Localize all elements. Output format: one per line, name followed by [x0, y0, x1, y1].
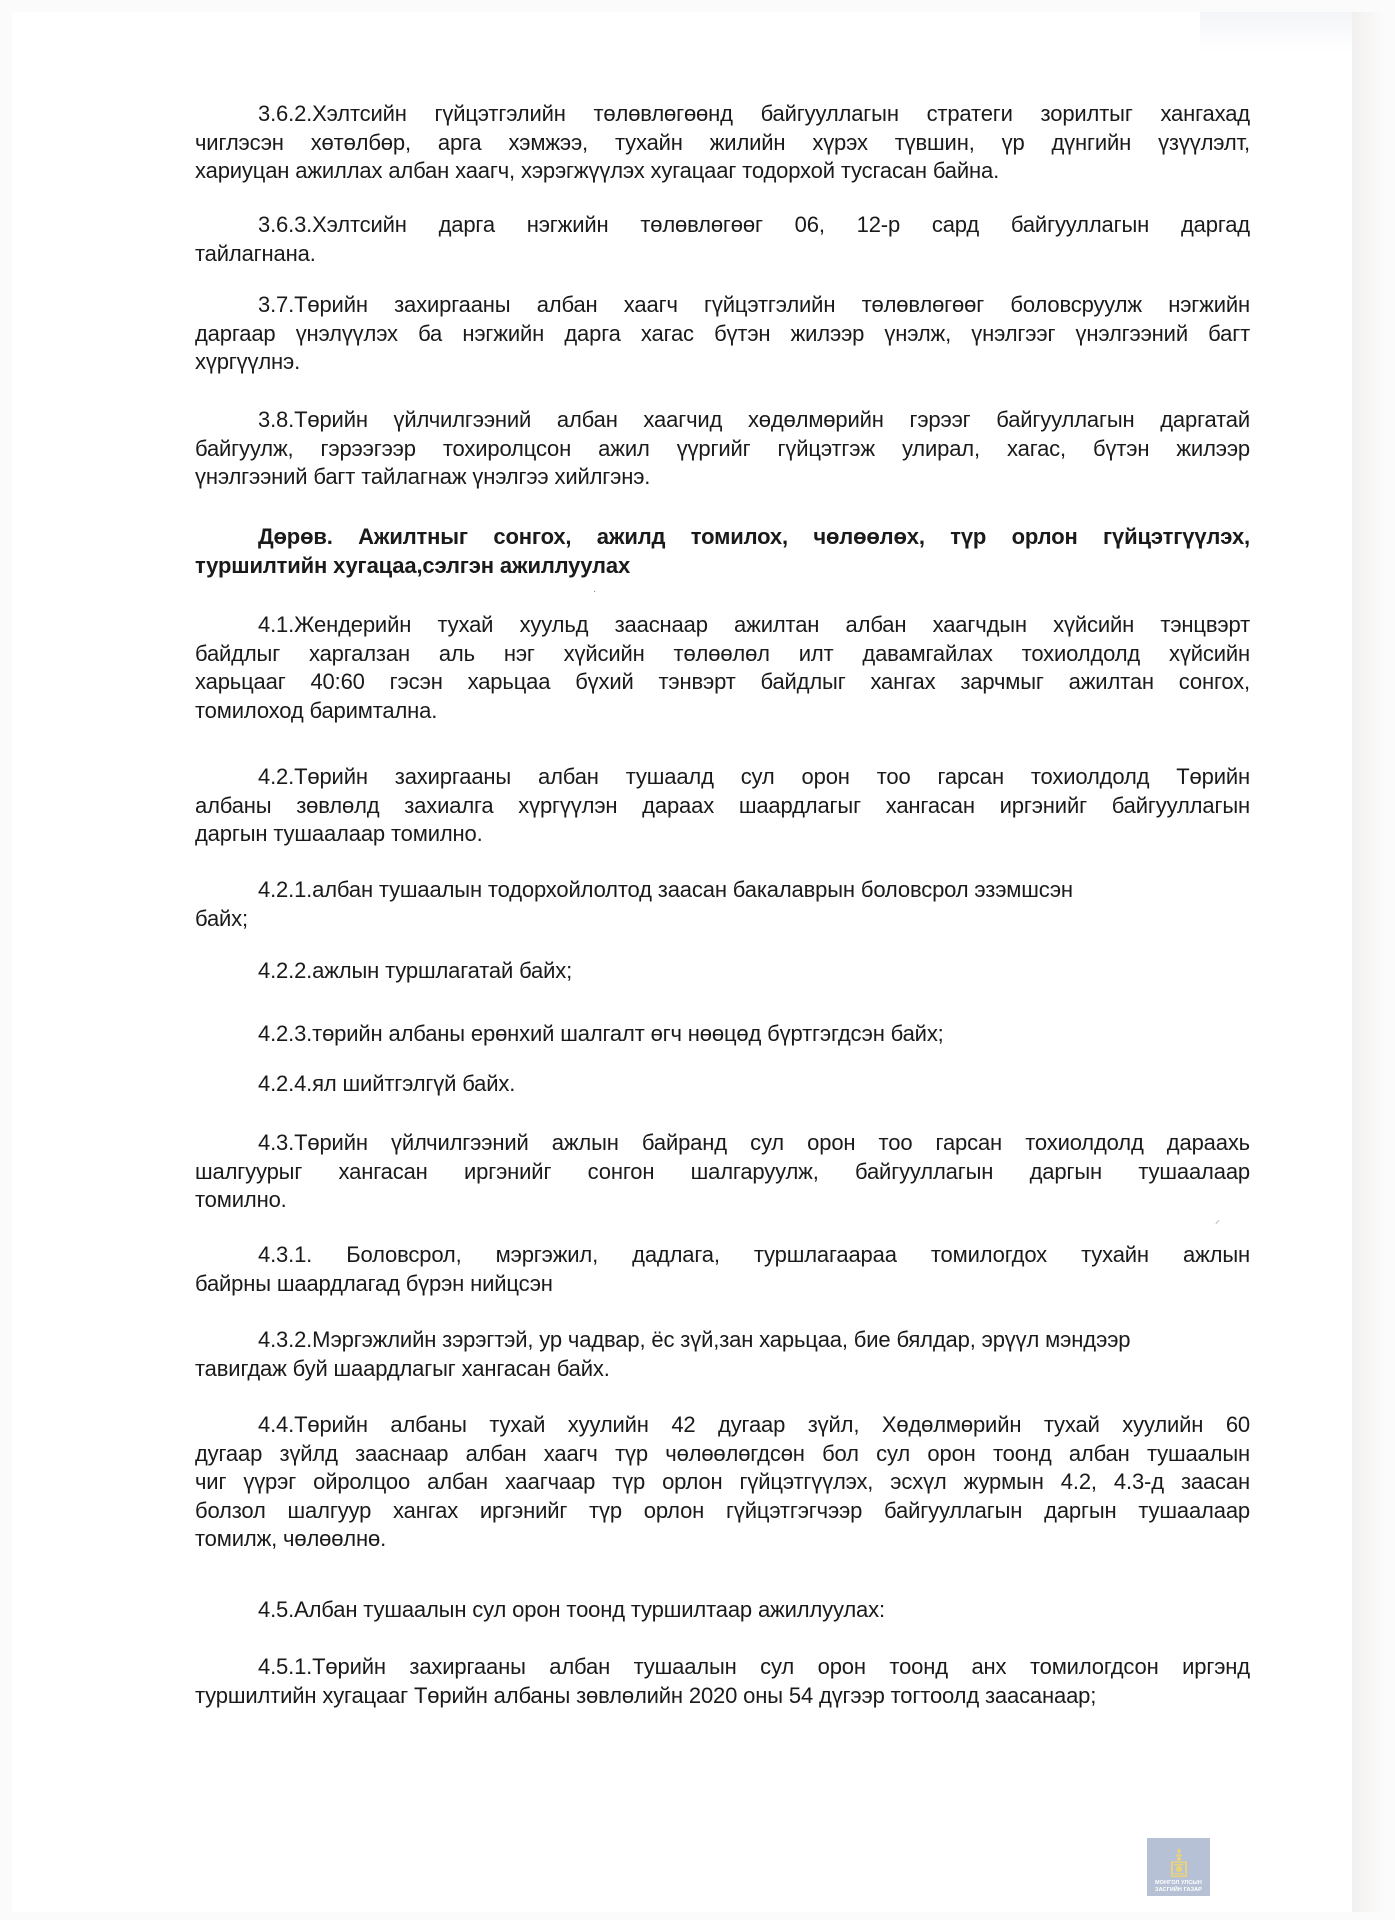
text-line: даргаар үнэлүүлэх ба нэгжийн дарга хагас бүтэн жилээр үнэлж, үнэлгээг үнэлгээний багт	[195, 320, 1250, 346]
scan-top-shadow	[1200, 12, 1352, 52]
text-line: тайлагнана.	[195, 240, 316, 266]
text-line: чиг үүрэг ойролцоо албан хаагчаар түр орлон гүйцэтгүүлэх, эсхүл журмын 4.2, 4.3-д заасан	[195, 1469, 1250, 1494]
text-line: хариуцан ажиллах албан хаагч, хэрэгжүүлэх хугацааг тодорхой тусгасан байна.	[195, 158, 1000, 183]
clause-4-5-1	[195, 1653, 1250, 1710]
clause-4-2-3	[195, 1020, 1250, 1049]
text-line: үнэлгээний багт тайлагнаж үнэлгээ хийлгэнэ.	[195, 464, 651, 489]
text-line: байрны шаардлагад бүрэн нийцсэн	[195, 1270, 553, 1296]
text-line: 4.3.Төрийн үйлчилгээний ажлын байранд сул орон тоо гарсан тохиолдолд дараахь	[258, 1130, 1250, 1155]
clause-3-8	[195, 406, 1250, 492]
text-line: 4.3.1. Боловсрол, мэргэжил, дадлага, туршлагаараа томилогдох тухайн ажлын	[258, 1242, 1250, 1267]
clause-4-2	[195, 763, 1250, 849]
clause-3-6-3	[195, 211, 1250, 268]
text-line: байгуулж, гэрээгээр тохиролцсон ажил үүргийг гүйцэтгэж улирал, хагас, бүтэн жилээр	[195, 435, 1250, 461]
clause-4-1	[195, 611, 1250, 725]
text-line: 4.2.1.албан тушаалын тодорхойлолтод заасан бакалаврын боловсрол эзэмшсэн	[258, 877, 1073, 902]
text-line: 4.1.Жендерийн тухай хуульд зааснаар ажилтан албан хаагчдын хүйсийн тэнцвэрт	[258, 612, 1250, 637]
text-line: туршилтийн хугацааг Төрийн албаны зөвлөлийн 2020 оны 54 дүгээр тогтоолд заасанаар;	[195, 1682, 1097, 1708]
text-line: 4.4.Төрийн албаны тухай хуулийн 42 дугаар зүйл, Хөдөлмөрийн тухай хуулийн 60	[258, 1412, 1250, 1437]
soyombo-emblem-icon	[1168, 1848, 1190, 1878]
clause-4-5	[195, 1596, 1250, 1625]
heading-line: Дөрөв. Ажилтныг сонгох, ажилд томилох, чөлөөлөх, түр орлон гүйцэтгүүлэх,	[258, 524, 1250, 549]
text-line: хүргүүлнэ.	[195, 349, 301, 374]
heading-line: туршилтийн хугацаа,сэлгэн ажиллуулах	[195, 552, 631, 578]
text-line: дугаар зүйлд зааснаар албан хаагч түр чөлөөлөгдсөн бол сул орон тоонд албан тушаалын	[195, 1440, 1250, 1466]
clause-4-3-1	[195, 1241, 1250, 1298]
scan-speck: ·	[593, 586, 597, 597]
text-line: харьцааг 40:60 гэсэн харьцаа бүхий тэнвэрт байдлыг хангах зарчмыг ажилтан сонгох,	[195, 669, 1250, 694]
text-line: 3.8.Төрийн үйлчилгээний албан хаагчид хөдөлмөрийн гэрээг байгууллагын даргатай	[258, 407, 1250, 432]
logo-text-line-2: ЗАСГИЙН ГАЗАР	[1155, 1886, 1202, 1893]
text-line: 4.5.Албан тушаалын сул орон тоонд туршилтаар ажиллуулах:	[258, 1597, 885, 1622]
text-line: 4.2.Төрийн захиргааны албан тушаалд сул орон тоо гарсан тохиолдолд Төрийн	[258, 764, 1250, 789]
text-line: даргын тушаалаар томилно.	[195, 821, 483, 846]
scan-speck: ⸝	[1215, 1215, 1220, 1226]
text-line: тавигдаж буй шаардлагыг хангасан байх.	[195, 1355, 610, 1381]
text-line: байдлыг харгалзан аль нэг хүйсийн төлөөлөл илт давамгайлах тохиолдолд хүйсийн	[195, 640, 1250, 666]
text-line: болзол шалгуур хангах иргэнийг түр орлон гүйцэтгэгчээр байгууллагын даргын тушаалаар	[195, 1497, 1250, 1523]
text-line: 4.5.1.Төрийн захиргааны албан тушаалын сул орон тоонд анх томилогдсон иргэнд	[258, 1654, 1250, 1679]
text-line: 4.2.2.ажлын туршлагатай байх;	[258, 958, 573, 983]
government-logo	[1147, 1838, 1210, 1896]
text-line: томилж, чөлөөлнө.	[195, 1526, 387, 1551]
text-line: 4.2.3.төрийн албаны ерөнхий шалгалт өгч нөөцөд бүртгэгдсэн байх;	[258, 1021, 944, 1046]
text-line: 3.6.2.Хэлтсийн гүйцэтгэлийн төлөвлөгөөнд байгууллагын стратеги зорилтыг хангахад	[258, 101, 1250, 126]
clause-4-3-2	[195, 1326, 1250, 1383]
section-heading-4	[195, 523, 1250, 580]
clause-3-7	[195, 291, 1250, 377]
scan-edge-shadow	[1352, 12, 1382, 1912]
text-line: шалгуурыг хангасан иргэнийг сонгон шалгаруулж, байгууллагын даргын тушаалаар	[195, 1158, 1250, 1184]
text-line: чиглэсэн хөтөлбөр, арга хэмжээ, тухайн жилийн хүрэх түвшин, үр дүнгийн үзүүлэлт,	[195, 129, 1250, 155]
text-line: томилоход баримтална.	[195, 697, 438, 723]
clause-4-3	[195, 1129, 1250, 1215]
text-line: томилно.	[195, 1187, 287, 1212]
clause-4-2-4	[195, 1070, 1250, 1099]
logo-text-line-1: МОНГОЛ УЛСЫН	[1154, 1880, 1202, 1886]
text-line: албаны зөвлөлд захиалга хүргүүлэн дараах шаардлагыг хангасан иргэнийг байгууллагын	[195, 792, 1250, 818]
clause-3-6-2	[195, 100, 1250, 186]
clause-4-4	[195, 1411, 1250, 1554]
text-line: байх;	[195, 905, 248, 931]
clause-4-2-2	[195, 957, 1250, 986]
text-line: 3.7.Төрийн захиргааны албан хаагч гүйцэтгэлийн төлөвлөгөөг боловсруулж нэгжийн	[258, 292, 1250, 317]
text-line: 4.2.4.ял шийтгэлгүй байх.	[258, 1071, 516, 1096]
clause-4-2-1	[195, 876, 1250, 933]
text-line: 4.3.2.Мэргэжлийн зэрэгтэй, ур чадвар, ёс зүй,зан харьцаа, бие бялдар, эрүүл мэндээр	[258, 1327, 1131, 1352]
text-line: 3.6.3.Хэлтсийн дарга нэгжийн төлөвлөгөөг 06, 12-р сард байгууллагын даргад	[258, 212, 1250, 237]
